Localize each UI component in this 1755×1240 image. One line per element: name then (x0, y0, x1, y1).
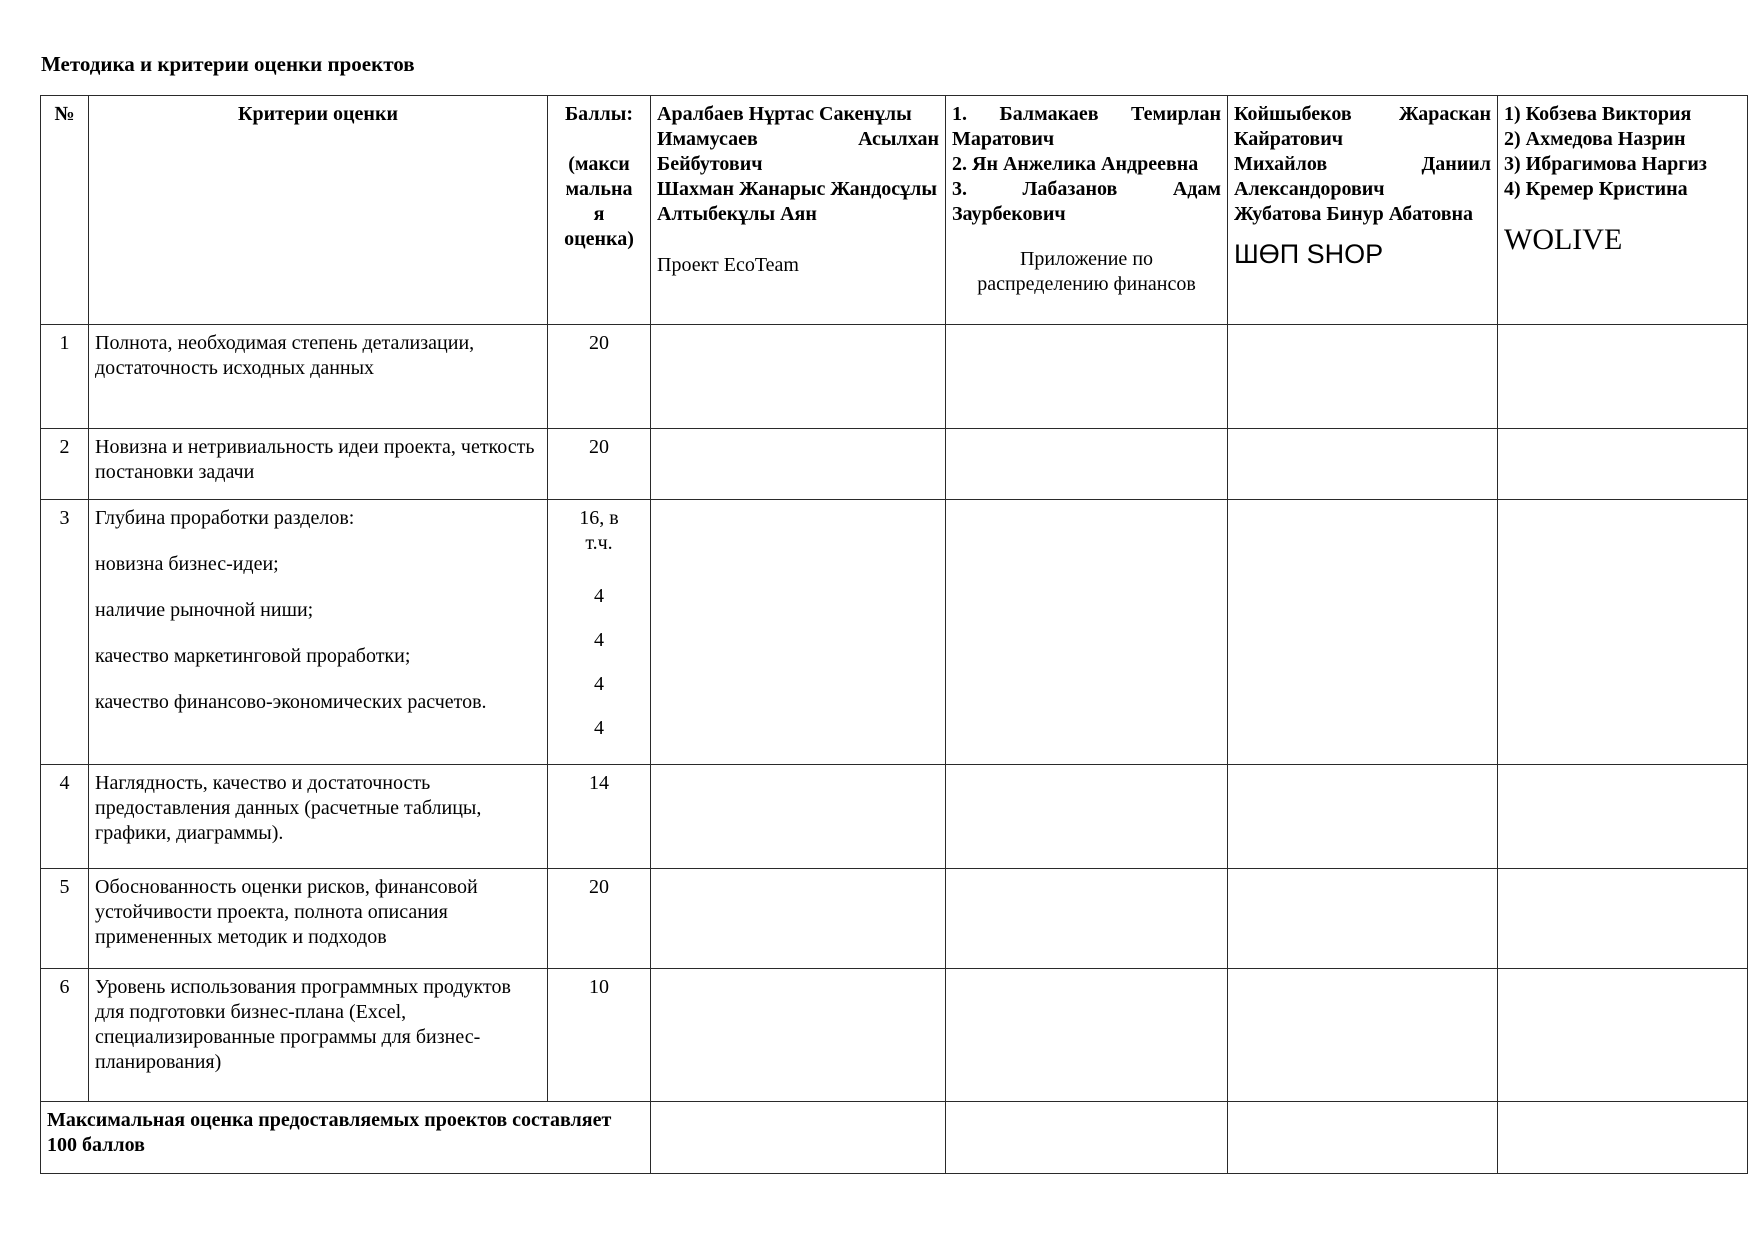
row-number-cell: 5 (41, 869, 89, 969)
header-cell-criteria: Критерии оценки (89, 96, 548, 325)
row-number-cell: 1 (41, 325, 89, 429)
team-member: Аралбаев Нұртас Сакенұлы (657, 103, 912, 125)
points-cell (548, 869, 651, 969)
project-name-finance-app: Приложение по распределению финансов (977, 248, 1196, 295)
total-cell-team2 (946, 1102, 1228, 1174)
score-cell-team2 (946, 500, 1228, 765)
row-number-cell: 2 (41, 429, 89, 500)
points-cell (548, 765, 651, 869)
project-name-wolive: WOLIVE (1504, 223, 1623, 256)
criteria-cell (89, 869, 548, 969)
team-column-header-1 (651, 96, 946, 325)
points-value: 20 (589, 332, 609, 354)
points-cell (548, 969, 651, 1102)
team-member: 2) Ахмедова Назрин (1504, 128, 1686, 150)
total-cell-team4 (1498, 1102, 1748, 1174)
team-member: Имамусаев Асылхан Бейбутович (657, 128, 939, 175)
criteria-text: качество финансово-экономических расчетов. (95, 691, 487, 713)
row-number-cell: 4 (41, 765, 89, 869)
points-value: 14 (589, 772, 609, 794)
criteria-text: Обоснованность оценки рисков, финансовой устойчивости проекта, полнота описания примененных методик и подходов (95, 876, 478, 948)
score-cell-team3 (1228, 325, 1498, 429)
score-cell-team2 (946, 969, 1228, 1102)
project-name-ecoteam: Проект EcoTeam (657, 254, 799, 276)
points-header-line: я (593, 203, 605, 225)
score-cell-team4 (1498, 325, 1748, 429)
table-row (41, 969, 1748, 1102)
row-number-cell: 6 (41, 969, 89, 1102)
points-value: 16, в т.ч. (579, 507, 619, 554)
score-cell-team1 (651, 969, 946, 1102)
table-row (41, 500, 1748, 765)
table-row (41, 869, 1748, 969)
row-number-cell: 3 (41, 500, 89, 765)
project-name-shop-shop: ШӨП SHOP (1234, 239, 1384, 269)
total-cell-team1 (651, 1102, 946, 1174)
points-header-line (554, 127, 644, 152)
table-row (41, 765, 1748, 869)
criteria-text: Уровень использования программных продуктов для подготовки бизнес-плана (Excel, специализированные программы для бизнес-планирования) (95, 976, 511, 1073)
table-row (41, 325, 1748, 429)
table-row (41, 429, 1748, 500)
score-cell-team2 (946, 765, 1228, 869)
points-header-line: (макси (568, 153, 630, 175)
points-value: 20 (589, 876, 609, 898)
criteria-cell (89, 500, 548, 765)
footer-note-cell: Максимальная оценка предоставляемых проектов составляет 100 баллов (41, 1102, 651, 1174)
team-member: Жубатова Бинур Абатовна (1234, 203, 1474, 225)
page-title: Методика и критерии оценки проектов (41, 52, 415, 76)
criteria-cell (89, 969, 548, 1102)
criteria-cell (89, 325, 548, 429)
criteria-text: Наглядность, качество и достаточность предоставления данных (расчетные таблицы, графики, диаграммы). (95, 772, 482, 844)
team-column-header-4 (1498, 96, 1748, 325)
evaluation-table (40, 95, 1748, 1174)
points-subvalue: 4 (594, 673, 604, 695)
score-cell-team2 (946, 869, 1228, 969)
header-cell-num: № (41, 96, 89, 325)
criteria-text: Полнота, необходимая степень детализации, достаточность исходных данных (95, 332, 475, 379)
points-cell (548, 429, 651, 500)
team-column-header-3 (1228, 96, 1498, 325)
score-cell-team4 (1498, 869, 1748, 969)
team-member: Койшыбеков Жараскан Кайратович (1234, 103, 1491, 150)
score-cell-team1 (651, 500, 946, 765)
score-cell-team4 (1498, 765, 1748, 869)
score-cell-team3 (1228, 429, 1498, 500)
score-cell-team4 (1498, 969, 1748, 1102)
points-header-line: оценка) (564, 228, 634, 250)
score-cell-team1 (651, 765, 946, 869)
criteria-text: Глубина проработки разделов: (95, 507, 355, 529)
points-header-line: Баллы: (564, 103, 634, 125)
points-subvalue: 4 (594, 585, 604, 607)
criteria-text: наличие рыночной ниши; (95, 599, 314, 621)
team-member: 2. Ян Анжелика Андреевна (952, 153, 1199, 175)
score-cell-team3 (1228, 500, 1498, 765)
team-member: 3) Ибрагимова Наргиз (1504, 153, 1707, 175)
table-header-row (41, 96, 1748, 325)
team-member: 4) Кремер Кристина (1504, 178, 1688, 200)
criteria-text: новизна бизнес-идеи; (95, 553, 279, 575)
table-footer-row (41, 1102, 1748, 1174)
points-header-line: мальна (565, 178, 633, 200)
team-member: 1) Кобзева Виктория (1504, 103, 1692, 125)
score-cell-team4 (1498, 500, 1748, 765)
score-cell-team3 (1228, 765, 1498, 869)
points-value: 20 (589, 436, 609, 458)
team-column-header-2 (946, 96, 1228, 325)
team-member: 1. Балмакаев Темирлан Маратович (952, 103, 1221, 150)
score-cell-team3 (1228, 869, 1498, 969)
score-cell-team1 (651, 325, 946, 429)
score-cell-team2 (946, 429, 1228, 500)
criteria-cell (89, 765, 548, 869)
header-cell-points (548, 96, 651, 325)
points-cell (548, 325, 651, 429)
score-cell-team2 (946, 325, 1228, 429)
criteria-text: Новизна и нетривиальность идеи проекта, четкость постановки задачи (95, 436, 535, 483)
points-value: 10 (589, 976, 609, 998)
score-cell-team3 (1228, 969, 1498, 1102)
team-member: Михайлов Даниил Александорович (1234, 153, 1491, 200)
points-subvalue: 4 (594, 717, 604, 739)
total-cell-team3 (1228, 1102, 1498, 1174)
team-member: 3. Лабазанов Адам Заурбекович (952, 178, 1221, 225)
criteria-text: качество маркетинговой проработки; (95, 645, 411, 667)
team-member: Шахман Жанарыс Жандосұлы (657, 178, 938, 200)
score-cell-team1 (651, 869, 946, 969)
score-cell-team1 (651, 429, 946, 500)
points-cell (548, 500, 651, 765)
points-subvalue: 4 (594, 629, 604, 651)
criteria-cell (89, 429, 548, 500)
score-cell-team4 (1498, 429, 1748, 500)
team-member: Алтыбекұлы Аян (657, 203, 817, 225)
